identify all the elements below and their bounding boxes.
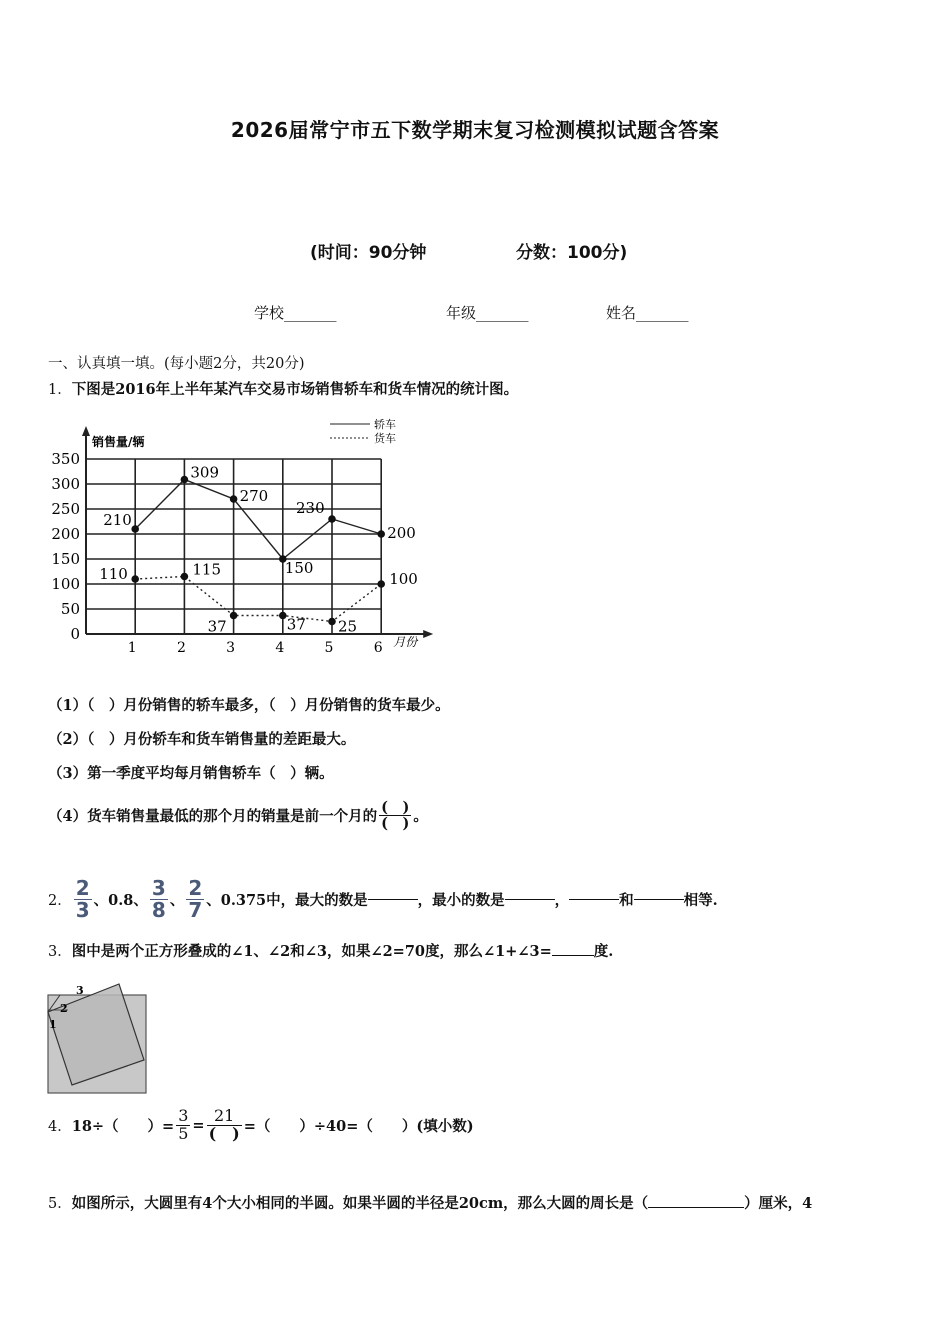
data-point [230,495,238,503]
question-text: 下图是2016年上半年某汽车交易市场销售轿车和货车情况的统计图。 [71,381,519,398]
legend-label: 货车 [374,432,396,445]
chart-grid [86,459,381,634]
angle-2-label: 2 [60,1002,68,1015]
answer-blank[interactable] [505,899,555,900]
question-1-part-2: （2）（ ）月份轿车和货车销售量的差距最大。 [48,731,356,748]
question-1-part-3: （3）第一季度平均每月销售轿车（ ）辆。 [48,765,334,782]
question-5 [48,1192,812,1213]
equals-sign: = [192,1116,205,1134]
y-axis-arrow [82,426,90,436]
data-label: 25 [338,617,358,636]
y-tick-label: 150 [51,550,80,568]
question-4-part-1: 18÷（ ）= [71,1117,175,1135]
exam-score: 分数：100分) [516,243,628,263]
x-tick-label: 1 [127,640,137,656]
data-point [131,525,139,533]
x-tick-label: 5 [324,640,334,656]
question-2-text-4: 和 [619,892,634,909]
x-tick-label: 3 [226,640,236,656]
fraction-denominator: 8 [151,898,166,922]
data-point [377,580,385,588]
data-point [181,476,189,484]
fraction-numerator: 3 [151,876,166,900]
question-2-text-2: ，最小的数是 [417,892,505,909]
question-2-text: 、0.375中，最大的数是 [206,892,368,909]
question-1-part-4-text: （4）货车销售量最低的那个月的销量是前一个月的 [48,808,378,826]
data-point [328,618,336,626]
question-number: 2． [48,893,72,909]
chart-legend [330,418,396,445]
fraction-numerator: ( ) [381,799,410,816]
question-5-text-2: ）厘米，4 [744,1195,813,1212]
question-2-text-5: 相等. [683,892,718,909]
question-5-text: 如图所示，大圆里有4个大小相同的半圆。如果半圆的半径是20cm，那么大圆的周长是（ [71,1195,649,1212]
question-number: 5． [48,1196,72,1212]
question-4-part-2: =（ ）÷40=（ ）(填小数) [243,1117,474,1135]
fraction-denominator: 3 [75,898,90,922]
question-1-part-1: （1）（ ）月份销售的轿车最多，（ ）月份销售的货车最少。 [48,697,450,714]
exam-time: (时间：90分钟 [310,243,427,263]
question-number: 1． [48,382,72,398]
grade-field: 年级_______ [446,304,529,322]
question-number: 4． [48,1118,72,1135]
fraction-denominator: ( ) [208,1123,240,1143]
fraction-2-3 [74,878,92,921]
fraction-numerator: 21 [213,1106,235,1125]
data-label: 110 [99,565,128,583]
answer-blank[interactable] [569,899,619,900]
x-axis-label: 月份 [393,635,418,649]
overlapping-squares-figure [44,980,154,1098]
question-2-sep-1: 、0.8、 [93,892,148,909]
fraction-numerator: 2 [75,876,90,900]
data-label: 210 [103,511,132,529]
data-point [131,575,139,583]
question-2-sep-2: 、 [169,892,185,909]
data-label: 150 [284,559,314,577]
y-tick-label: 250 [51,500,80,518]
question-1-part-4 [48,800,428,831]
question-1-part-4-end: 。 [413,808,428,826]
section-heading: 一、认真填一填。(每小题2分，共20分) [48,356,305,372]
data-label: 37 [207,617,227,636]
x-tick-label: 4 [275,640,285,656]
y-axis-label: 销售量/辆 [92,435,145,449]
question-3-text: 图中是两个正方形叠成的∠1、∠2和∠3，如果∠2=70度，那么∠1+∠3= [71,943,552,960]
data-point [181,573,189,581]
question-2 [48,878,718,921]
question-1 [48,378,518,399]
answer-fraction [379,800,411,831]
fraction-numerator: 3 [178,1106,189,1125]
data-point [230,612,238,620]
chart-labels [51,434,419,656]
fraction-denominator: ( ) [381,815,410,833]
answer-blank[interactable] [648,1207,744,1208]
data-label: 100 [389,570,418,588]
answer-blank[interactable] [552,955,594,956]
data-point [377,530,385,538]
data-label: 200 [387,524,416,542]
question-3 [48,940,613,961]
page-title: 2026届常宁市五下数学期末复习检测模拟试题含答案 [230,118,720,142]
answer-blank[interactable] [634,899,684,900]
data-point [279,612,287,620]
fraction-3-8 [150,878,168,921]
y-tick-label: 350 [51,450,80,468]
data-label: 270 [239,487,269,505]
data-label: 37 [286,615,306,634]
fraction-21-blank [207,1108,242,1143]
y-tick-label: 50 [60,600,80,618]
y-tick-label: 200 [51,525,80,543]
angle-3-label: 3 [76,984,84,997]
x-axis-arrow [423,630,433,638]
question-3-end: 度. [593,943,614,960]
sales-line-chart [40,408,450,658]
answer-blank[interactable] [368,899,418,900]
fraction-numerator: 2 [188,876,203,900]
fraction-2-7 [186,878,204,921]
question-2-text-3: ， [554,892,570,909]
data-point [328,515,336,523]
school-field: 学校_______ [254,304,337,322]
question-4 [48,1108,474,1143]
name-field: 姓名_______ [606,304,689,322]
fraction-3-5 [176,1108,190,1143]
data-label: 115 [192,560,222,579]
y-tick-label: 0 [70,625,80,643]
fraction-denominator: 5 [178,1123,189,1143]
question-number: 3． [48,944,72,960]
y-tick-label: 100 [51,575,80,593]
x-tick-label: 6 [373,640,383,656]
x-tick-label: 2 [176,640,186,656]
data-label: 230 [296,499,325,517]
fraction-denominator: 7 [188,898,203,922]
data-label: 309 [190,463,220,482]
legend-label: 轿车 [374,418,396,431]
angle-1-label: 1 [49,1018,57,1031]
y-tick-label: 300 [51,475,80,493]
